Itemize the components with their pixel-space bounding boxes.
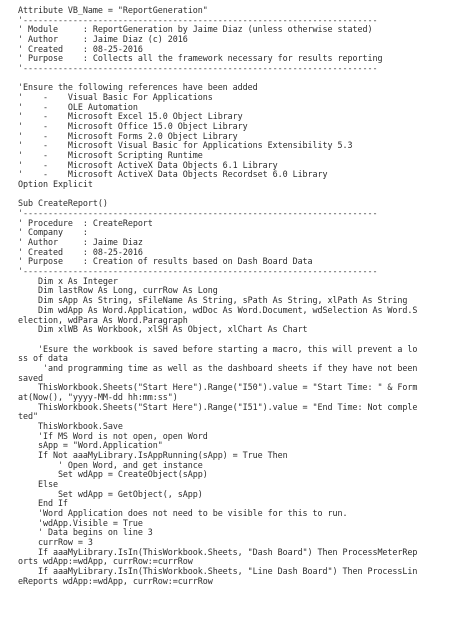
code-line: sApp = "Word.Application"	[18, 440, 163, 451]
code-line: ' - OLE Automation	[18, 101, 138, 112]
code-line: ' - Microsoft Visual Basic for Applications Extensibility 5.3	[18, 140, 353, 151]
code-line: ' - Visual Basic For Applications	[18, 92, 213, 103]
code-line: ' Created : 08-25-2016	[18, 246, 143, 257]
code-line: at(Now(), "yyyy-MM-dd hh:mm:ss")	[18, 391, 178, 402]
code-line: 'If MS Word is not open, open Word	[18, 430, 208, 441]
code-line: Else	[18, 478, 58, 489]
code-line: Dim wdApp As Word.Application, wdDoc As Word.Document, wdSelection As Word.S	[18, 304, 418, 315]
code-line: If Not aaaMyLibrary.IsAppRunning(sApp) = True Then	[18, 449, 288, 460]
code-line: ' Open Word, and get instance	[18, 459, 203, 470]
code-line: ' Created : 08-25-2016	[18, 43, 143, 54]
code-line: orts wdApp:=wdApp, currRow:=currRow	[18, 556, 193, 567]
code-line: ' Author : Jaime Diaz (c) 2016	[18, 34, 188, 45]
code-line: If aaaMyLibrary.IsIn(ThisWorkbook.Sheets, "Line Dash Board") Then ProcessLin	[18, 565, 418, 576]
code-line: '-----------------------------------------------------------------------	[18, 266, 378, 277]
code-line: ' Company :	[18, 227, 88, 238]
code-line: Set wdApp = GetObject(, sApp)	[18, 488, 203, 499]
code-line: Dim xlWB As Workbook, xlSH As Object, xlChart As Chart	[18, 324, 308, 335]
code-line: saved	[18, 372, 43, 383]
code-line: ' - Microsoft ActiveX Data Objects 6.1 Library	[18, 159, 278, 170]
code-line: 'Word Application does not need to be visible for this to run.	[18, 507, 348, 518]
code-line: '-----------------------------------------------------------------------	[18, 208, 378, 219]
code-line: Sub CreateReport()	[18, 198, 108, 209]
code-line: Dim lastRow As Long, currRow As Long	[18, 285, 218, 296]
code-line: If aaaMyLibrary.IsIn(ThisWorkbook.Sheets, "Dash Board") Then ProcessMeterRep	[18, 546, 418, 557]
code-line: '-----------------------------------------------------------------------	[18, 14, 378, 25]
code-line: 'wdApp.Visible = True	[18, 517, 143, 528]
code-line: End If	[18, 498, 68, 509]
code-line: ' Module : ReportGeneration by Jaime Diaz (unless otherwise stated)	[18, 24, 373, 35]
code-line: ' - Microsoft Office 15.0 Object Library	[18, 121, 248, 132]
code-line: ThisWorkbook.Save	[18, 420, 123, 431]
code-line: ' Procedure : CreateReport	[18, 217, 153, 228]
code-line: ss of data	[18, 353, 68, 364]
code-line: ' Data begins on line 3	[18, 527, 153, 538]
code-line: ' Purpose : Creation of results based on Dash Board Data	[18, 256, 313, 267]
code-line: Option Explicit	[18, 179, 93, 190]
code-line: ' Purpose : Collects all the framework necessary for results reporting	[18, 53, 383, 64]
code-line: election, wdPara As Word.Paragraph	[18, 314, 188, 325]
code-line: 'Ensure the following references have been added	[18, 82, 258, 93]
code-line: ThisWorkbook.Sheets("Start Here").Range("I51").value = "End Time: Not comple	[18, 401, 418, 412]
code-line: ThisWorkbook.Sheets("Start Here").Range("I50").value = "Start Time: " & Form	[18, 382, 418, 393]
code-line: ' - Microsoft Scripting Runtime	[18, 150, 203, 161]
code-line: Dim x As Integer	[18, 275, 118, 286]
code-listing	[18, 6, 464, 586]
code-line: ' Author : Jaime Diaz	[18, 237, 143, 248]
code-line: ' - Microsoft Forms 2.0 Object Library	[18, 130, 238, 141]
code-line: currRow = 3	[18, 536, 93, 547]
code-line: ' - Microsoft ActiveX Data Objects Recordset 6.0 Library	[18, 169, 328, 180]
code-line: Dim sApp As String, sFileName As String, sPath As String, xlPath As String	[18, 295, 408, 306]
code-line: eReports wdApp:=wdApp, currRow:=currRow	[18, 575, 213, 586]
code-line: 'and programming time as well as the dashboard sheets if they have not been	[18, 362, 418, 373]
code-line: Attribute VB_Name = "ReportGeneration"	[18, 5, 208, 15]
code-line: ted"	[18, 411, 38, 422]
code-line: Set wdApp = CreateObject(sApp)	[18, 469, 208, 480]
code-line: 'Esure the workbook is saved before starting a macro, this will prevent a lo	[18, 343, 418, 354]
code-line: '-----------------------------------------------------------------------	[18, 63, 378, 74]
code-line: ' - Microsoft Excel 15.0 Object Library	[18, 111, 243, 122]
